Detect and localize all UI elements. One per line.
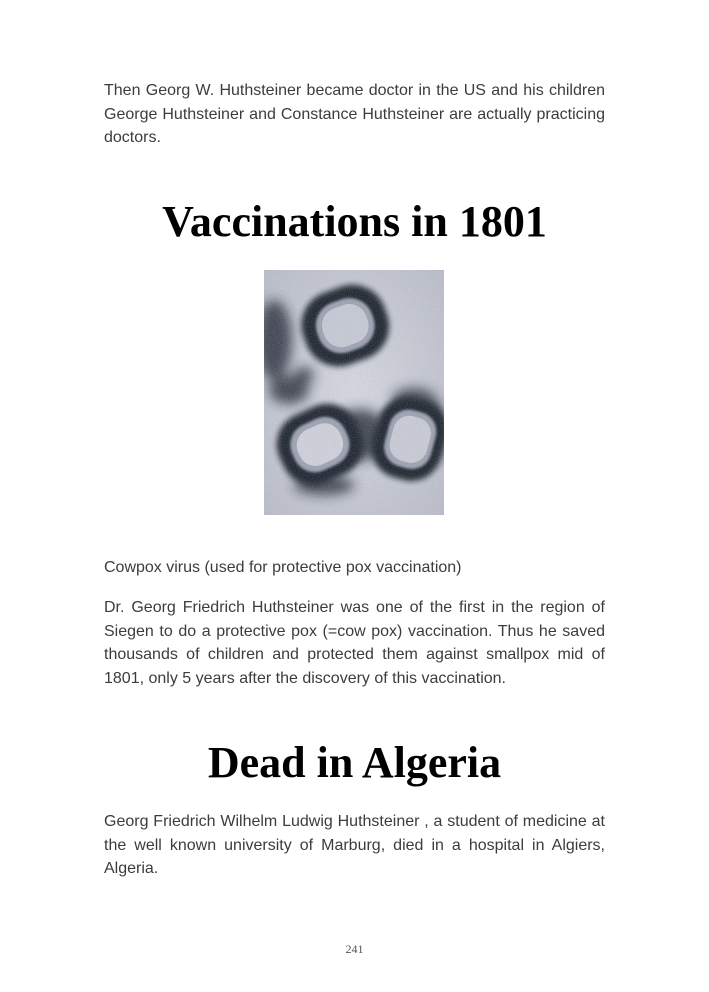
- intro-paragraph: Then Georg W. Huthsteiner became doctor in the US and his children George Huthsteiner and Constance Huthsteiner are actually practicing doctors.: [104, 82, 605, 146]
- heading-vaccinations: Vaccinations in 1801: [162, 197, 547, 246]
- figure-caption: Cowpox virus (used for protective pox vaccination): [104, 559, 462, 576]
- virus-micrograph-illustration: [264, 270, 444, 515]
- algeria-paragraph: Georg Friedrich Wilhelm Ludwig Huthsteiner , a student of medicine at the well known university of Marburg, died in a hospital in Algiers, Algeria.: [104, 813, 605, 877]
- page-number: 241: [345, 942, 364, 956]
- vaccination-paragraph: Dr. Georg Friedrich Huthsteiner was one of the first in the region of Siegen to do a protective pox (=cow pox) vaccination. Thus he saved thousands of children and protected them against smallpox mid of 1801, only 5 years after the discovery of this vaccination.: [104, 599, 605, 687]
- cowpox-virus-image: [264, 270, 444, 515]
- heading-algeria: Dead in Algeria: [207, 738, 502, 787]
